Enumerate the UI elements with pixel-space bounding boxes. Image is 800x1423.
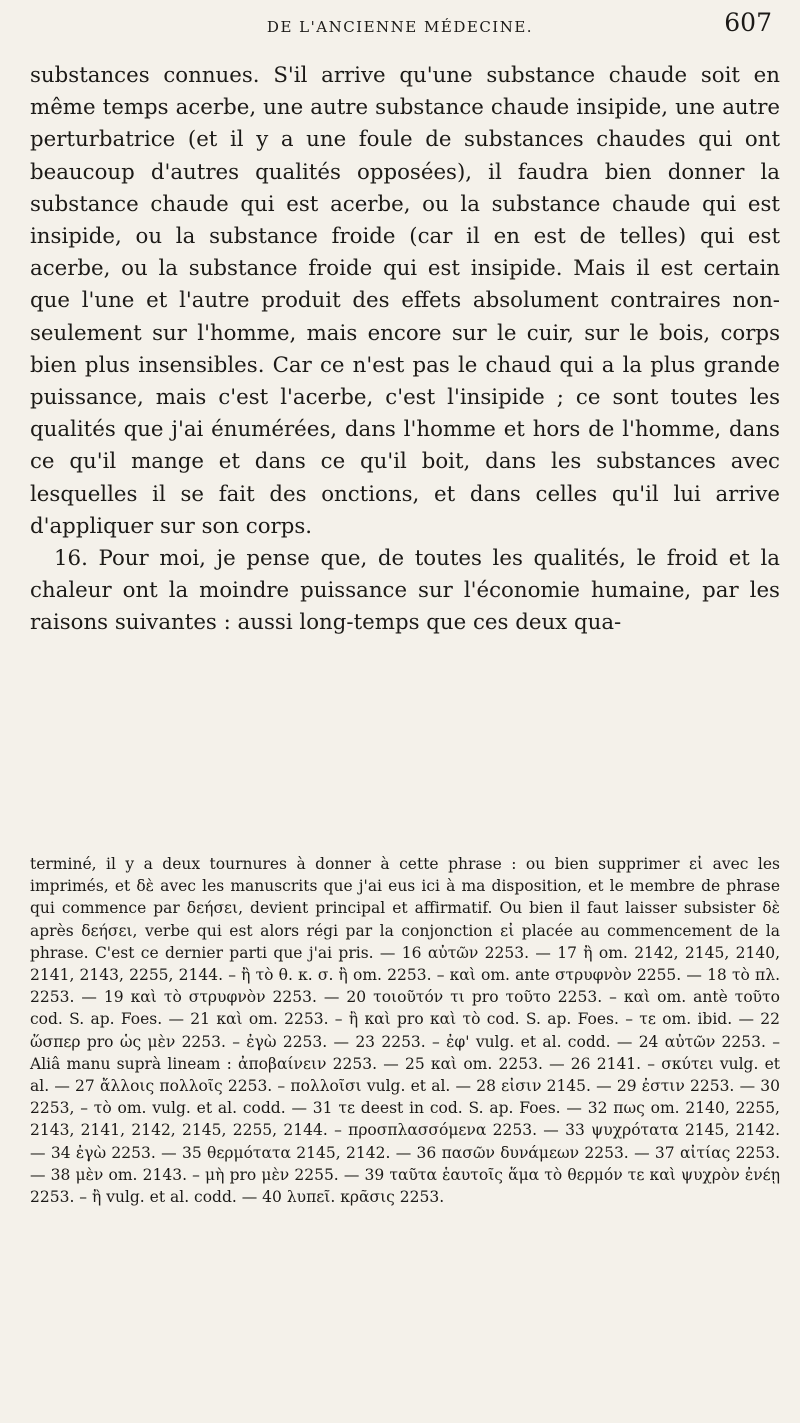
notes-text: terminé, il y a deux tournures à donner à cette phrase : ou bien supprimer εἰ avec les imprimés, et δὲ avec les manuscrits que j'ai eus ici à ma disposition, et le membre de phrase qui commence par δεήσει, devient principal et affirmatif. Ou bien il faut laisser subsister δὲ après δεήσει, verbe qui est alors régi par la conjonction εἰ placée au commencement de la phrase. C'est ce dernier parti que j'ai pris. — 16 αὐτῶν 2253. — 17 ἢ om. 2142, 2145, 2140, 2141, 2143, 2255, 2144. – ἢ τὸ θ. κ. σ. ἢ om. 2253. – καὶ om. ante στρυφνὸν 2255. — 18 τὸ πλ. 2253. — 19 καὶ τὸ στρυφνὸν 2253. — 20 τοιοῦτόν τι pro τοῦτο 2253. – καὶ om. antè τοῦτο cod. S. ap. Foes. — 21 καὶ om. 2253. – ἢ καὶ pro καὶ τὸ cod. S. ap. Foes. – τε om. ibid. — 22 ὥσπερ pro ὡς μὲν 2253. – ἐγὼ 2253. — 23 2253. – ἐφ' vulg. et al. codd. — 24 αὐτῶν 2253. – Aliâ manu suprà lineam : ἀποβαίνειν 2253. — 25 καὶ om. 2253. — 26 2141. – σκύτει vulg. et al. — 27 ἄλλοις πολλοῖς 2253. – πολλοῖσι vulg. et al. — 28 εἰσιν 2145. — 29 ἐστιν 2253. — 30 2253, – τὸ om. vulg. et al. codd. — 31 τε deest in cod. S. ap. Foes. — 32 πως om. 2140, 2255, 2143, 2141, 2142, 2145, 2255, 2144. – προσπλασσόμενα 2253. — 33 ψυχρότατα 2145, 2142. — 34 ἐγὼ 2253. — 35 θερμότατα 2145, 2142. — 36 πασῶν δυνάμεων 2253. — 37 αἰτίας 2253. — 38 μὲν om. 2143. – μὴ pro μὲν 2255. — 39 ταῦτα ἑαυτοῖς ἅμα τὸ θερμόν τε καὶ ψυχρὸν ἐνέῃ 2253. – ἢ vulg. et al. codd. — 40 λυπεῖ. κρᾶσις 2253. — [30, 855, 780, 1207]
page-header — [0, 8, 800, 44]
running-head: DE L'ANCIENNE MÉDECINE. — [266, 18, 534, 36]
paragraph-2: 16. Pour moi, je pense que, de toutes les qualités, le froid et la chaleur ont la moindre puissance sur l'économie humaine, par les raisons suivantes : aussi long-temps que ces deux qua- — [30, 546, 780, 636]
critical-notes — [30, 853, 780, 1208]
main-text — [30, 60, 780, 640]
page-number: 607 — [724, 8, 772, 37]
paragraph-1: substances connues. S'il arrive qu'une substance chaude soit en même temps acerbe, une autre substance chaude insipide, une autre perturbatrice (et il y a une foule de substances chaudes qui ont beaucoup d'autres qualités opposées), il faudra bien donner la substance chaude qui est acerbe, ou la substance chaude qui est insipide, ou la substance froide (car il en est de telles) qui est acerbe, ou la substance froide qui est insipide. Mais il est certain que l'une et l'autre produit des effets absolument contraires non-seulement sur l'homme, mais encore sur le cuir, sur le bois, corps bien plus insensibles. Car ce n'est pas le chaud qui a la plus grande puissance, mais c'est l'acerbe, c'est l'insipide ; ce sont toutes les qualités que j'ai énumérées, dans l'homme et hors de l'homme, dans ce qu'il mange et dans ce qu'il boit, dans les substances avec lesquelles il se fait des onctions, et dans celles qu'il lui arrive d'appliquer sur son corps. — [30, 63, 780, 539]
